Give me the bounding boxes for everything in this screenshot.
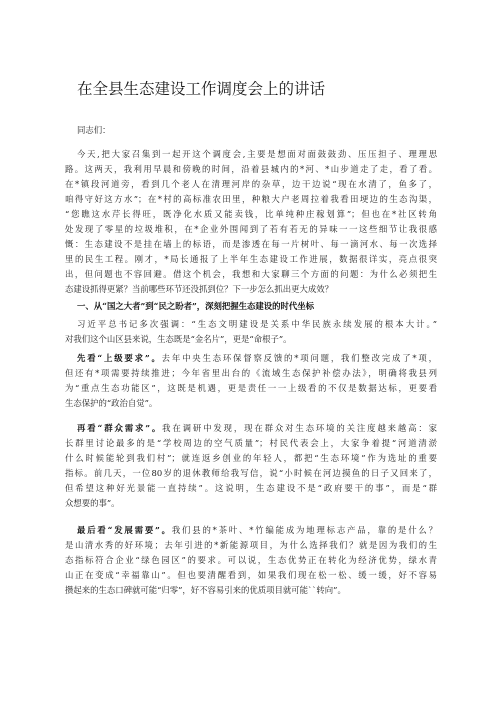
- paragraph-line: 生态保护的“政治自觉”。: [65, 398, 158, 408]
- paragraph-line: 出，但问题也不容回避。借这个机会，我想和大家聊三个方面的问题：为什么必须把生: [65, 269, 437, 279]
- paragraph-text: 去年中央生态环保督察反馈的*项问题，我们整改完成了*项，: [161, 353, 438, 363]
- paragraph-line: 什么时候能轮到我们村”；就连返乡创业的年轻人，都把“生态环境”作为选址的重要: [65, 453, 437, 463]
- paragraph-line: 众想要的事”。: [65, 498, 120, 508]
- paragraph-line: 态指标符合企业“绿色园区”的要求。可以说，生态优势正在转化为经济优势，绿水青: [65, 555, 437, 565]
- paragraph-lead: 再看“群众需求”。: [77, 423, 163, 433]
- paragraph-line: 攒起来的生态口碑就可能“归零”，好不容易引来的优质项目就可能``转向”。: [65, 585, 346, 595]
- paragraph-text: 我们县的*茶叶、*竹编能成为地理标志产品，靠的是什么？: [171, 525, 437, 535]
- paragraph-lead: 最后看“发展需要”。: [77, 525, 172, 535]
- paragraph-line: 但希望这种好光景能一直持续”。这说明，生态建设不是“政府要干的事”，而是“群: [65, 483, 437, 493]
- paragraph-line: “您瞧这水芹长得旺，既净化水质又能卖钱，比单纯种庄稼划算”；但也在*社区转角: [65, 209, 437, 219]
- paragraph-lead: 先看“上级要求”。: [77, 353, 162, 363]
- paragraph-line: [77, 524, 437, 537]
- paragraph-line: 态建设抓得更紧？当前哪些环节还没抓到位？下一步怎么抓出更大成效？: [65, 284, 333, 294]
- paragraph-line: 里的民生工程。刚才，*局长通报了上半年生态建设工作进展，数据很详实，亮点很突: [65, 254, 437, 264]
- paragraph-line: 慨：生态建设不是挂在墙上的标语，而是渗透在每一片树叶、每一滴河水、每一次选择: [65, 239, 437, 249]
- salutation: 同志们：: [77, 125, 111, 135]
- paragraph-line: 是山清水秀的好环境；去年引进的*新能源项目，为什么选择我们？就是因为我们的生: [65, 540, 437, 550]
- paragraph-line: 在*镇段河道旁，看到几个老人在清理河岸的杂草，边干边说“现在水清了，鱼多了，: [65, 179, 437, 189]
- paragraph-line: 咱得守好这方水”；在*村的高标准农田里，种粮大户老周拉着我看田埂边的生态沟渠，: [65, 194, 437, 204]
- paragraph-line: 习近平总书记多次强调：“生态文明建设是关系中华民族永续发展的根本大计。”: [77, 319, 437, 329]
- paragraph-line: 路。这两天，我利用早晨和傍晚的时间，沿着县城内的*河、*山步道走了走，看了看。: [65, 164, 437, 174]
- paragraph-line: 今天,把大家召集到一起开这个调度会,主要是想面对面鼓鼓劲、压压担子、理理思: [77, 149, 437, 159]
- paragraph-line: 山正在变成“幸福靠山”。但也要清醒看到，如果我们现在松一松、缓一缓，好不容易: [65, 570, 437, 580]
- paragraph-line: 对我们这个山区县来说，生态既是“金名片”，更是“命根子”。: [65, 334, 292, 344]
- paragraph-line: [77, 352, 437, 365]
- paragraph-line: 长群里讨论最多的是“学校周边的空气质量”；村民代表会上，大家争着提“河道清淤: [65, 438, 437, 448]
- document-title: 在全县生态建设工作调度会上的讲话: [77, 80, 326, 98]
- paragraph-line: 为“重点生态功能区”，这既是机遇，更是责任一一上级看的不仅是数据达标，更要看: [65, 383, 437, 393]
- paragraph-text: 我在调研中发现，现在群众对生态环境的关注度越来越高：家: [162, 423, 438, 433]
- paragraph-line: 处发现了零星的垃圾堆积，在*企业外围闻到了若有若无的异味一一这些细节让我很感: [65, 224, 437, 234]
- paragraph-line: 但还有*项需要持续推进；今年省里出台的《流域生态保护补偿办法》，明确将我县列: [65, 368, 437, 378]
- section-heading: 一、从“国之大者”到“民之盼者”，深刻把握生态建设的时代坐标: [77, 301, 315, 311]
- paragraph-line: 指标。前几天，一位80岁的退休教师给我写信，说“小时候在河边摸鱼的日子又回来了，: [65, 468, 437, 478]
- paragraph-line: [77, 422, 437, 435]
